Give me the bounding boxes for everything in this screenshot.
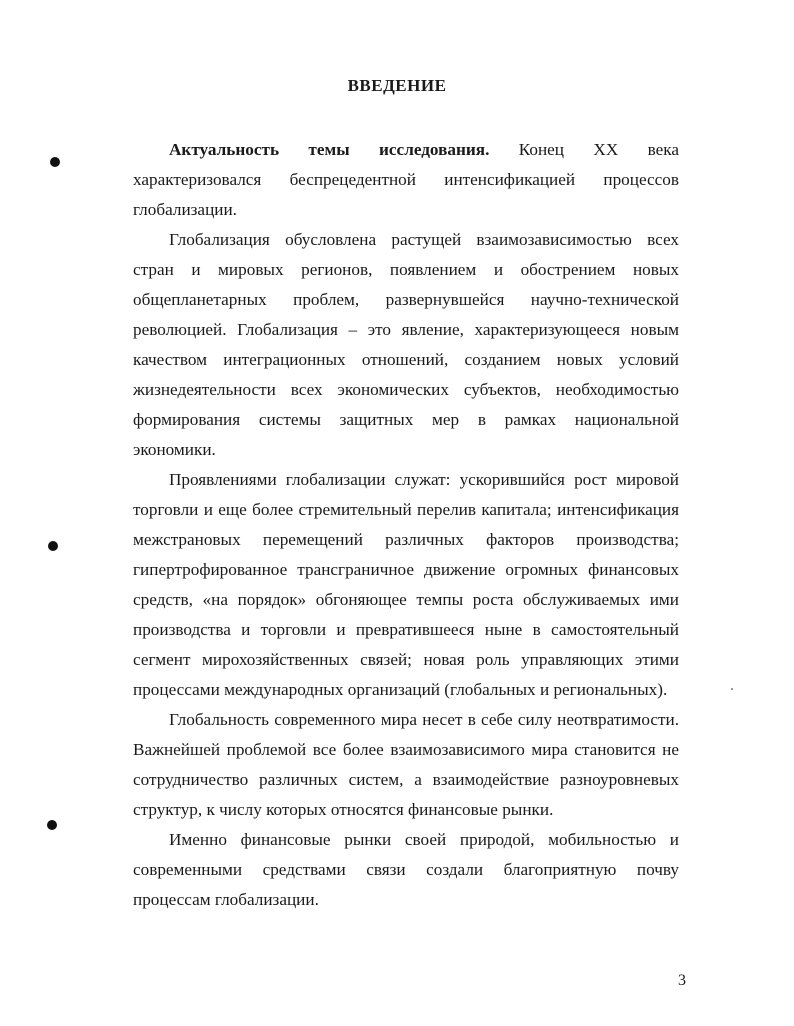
body-text bbox=[133, 135, 679, 915]
page-title: ВВЕДЕНИЕ bbox=[347, 76, 447, 95]
paragraph-3: Проявлениями глобализации служат: ускорившийся рост мировой торговли и еще более стремительный перелив капитала; интенсификация межстрановых перемещений различных факторов производства; гипертрофированное трансграничное движение огромных финансовых средств, «на порядок» обгоняющее темпы роста обслуживаемых ими производства и торговли и превратившееся ныне в самостоятельный сегмент мирохозяйственных связей; новая роль управляющих этими процессами международных организаций (глобальных и региональных). bbox=[133, 470, 679, 699]
binder-hole-mark bbox=[47, 820, 57, 830]
page-number: 3 bbox=[678, 972, 686, 989]
paragraph-lead: Актуальность темы исследования. bbox=[169, 140, 490, 159]
scan-speck bbox=[731, 688, 733, 690]
paragraph-1 bbox=[133, 135, 679, 225]
paragraph-2: Глобализация обусловлена растущей взаимозависимостью всех стран и мировых регионов, появлением и обострением новых общепланетарных проблем, развернувшейся научно-технической революцией. Глобализация – это явление, характеризующееся новым качеством интеграционных отношений, созданием новых условий жизнедеятельности всех экономических субъектов, необходимостью формирования системы защитных мер в рамках национальной экономики. bbox=[133, 230, 679, 459]
paragraph-5: Именно финансовые рынки своей природой, мобильностью и современными средствами связи создали благоприятную почву процессам глобализации. bbox=[133, 830, 679, 909]
binder-hole-mark bbox=[50, 157, 60, 167]
paragraph-text: Конец XX века характеризовался беспрецедентной интенсификацией процессов глобализации. bbox=[133, 140, 679, 219]
binder-hole-mark bbox=[48, 541, 58, 551]
paragraph-4: Глобальность современного мира несет в себе силу неотвратимости. Важнейшей проблемой все более взаимозависимого мира становится не сотрудничество различных систем, а взаимодействие разноуровневых структур, к числу которых относятся финансовые рынки. bbox=[133, 710, 679, 819]
